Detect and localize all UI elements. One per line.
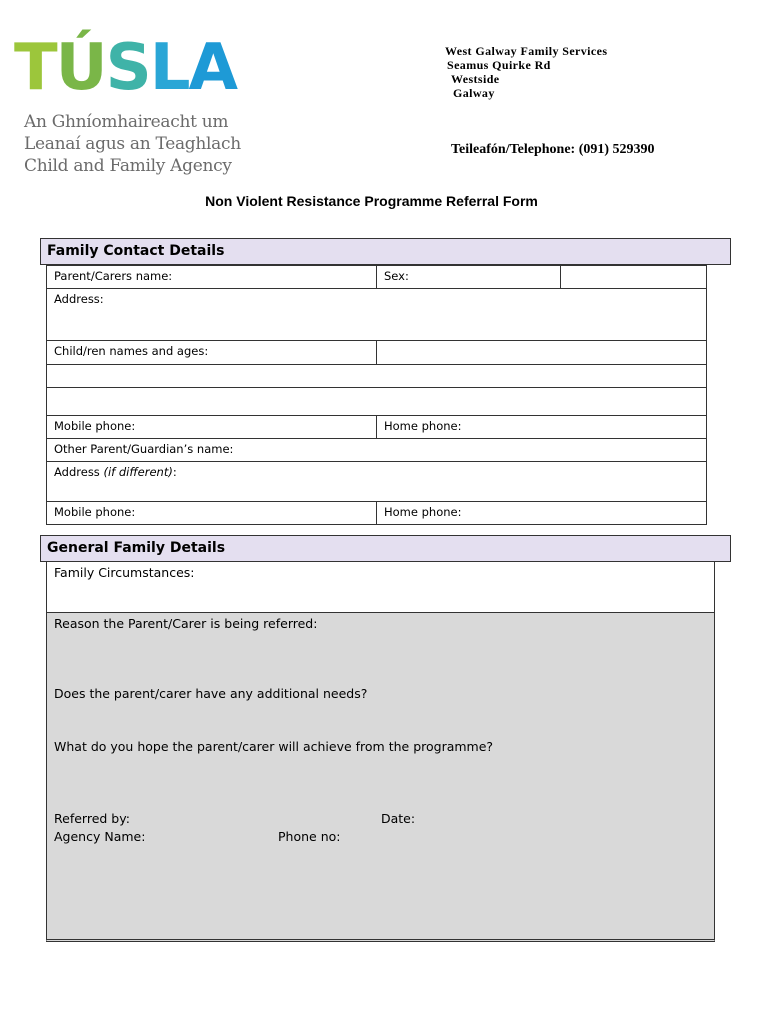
sex-label: Sex: xyxy=(384,269,409,283)
children-value-field[interactable] xyxy=(376,340,707,365)
address-line: West Galway Family Services xyxy=(445,44,608,58)
children-field[interactable] xyxy=(46,340,377,365)
form-title: Non Violent Resistance Programme Referral Form xyxy=(205,193,538,209)
address-block xyxy=(445,44,607,100)
children-label: Child/ren names and ages: xyxy=(54,344,209,358)
other-parent-label: Other Parent/Guardian’s name: xyxy=(54,442,234,456)
referred-by-label: Referred by: xyxy=(54,811,130,826)
logo-line-irish-1: An Ghníomhaireacht um xyxy=(24,112,229,132)
address-line: Galway xyxy=(453,86,495,100)
address-field[interactable] xyxy=(46,288,707,341)
mobile-phone-2-label: Mobile phone: xyxy=(54,505,136,519)
home-phone-field[interactable] xyxy=(376,415,707,439)
family-circumstances-field[interactable] xyxy=(46,561,715,613)
home-phone-2-label: Home phone: xyxy=(384,505,462,519)
address-line: Seamus Quirke Rd xyxy=(447,58,551,72)
section-heading-general-family: General Family Details xyxy=(40,535,731,562)
sex-value-field[interactable] xyxy=(560,265,707,289)
mobile-phone-field[interactable] xyxy=(46,415,377,439)
telephone-number: Teileafón/Telephone: (091) 529390 xyxy=(451,142,655,157)
home-phone-label: Home phone: xyxy=(384,419,462,433)
sex-field[interactable] xyxy=(376,265,561,289)
tusla-logo xyxy=(14,20,241,180)
date-label: Date: xyxy=(381,811,416,826)
referral-details-box[interactable] xyxy=(46,612,715,942)
children-row-3[interactable] xyxy=(46,387,707,416)
address-if-different-field[interactable] xyxy=(46,461,707,502)
programme-hope-label: What do you hope the parent/carer will achieve from the programme? xyxy=(54,739,494,754)
logo-line-irish-2: Leanaí agus an Teaghlach xyxy=(24,134,241,154)
logo-wordmark: TÚSLA xyxy=(14,31,237,105)
mobile-phone-2-field[interactable] xyxy=(46,501,377,525)
phone-no-label: Phone no: xyxy=(278,829,341,844)
mobile-phone-label: Mobile phone: xyxy=(54,419,136,433)
reason-referred-label: Reason the Parent/Carer is being referred: xyxy=(54,616,318,631)
home-phone-2-field[interactable] xyxy=(376,501,707,525)
address-label: Address: xyxy=(54,292,104,306)
logo-line-english: Child and Family Agency xyxy=(24,156,232,176)
children-row-2[interactable] xyxy=(46,364,707,388)
other-parent-field[interactable] xyxy=(46,438,707,462)
family-circumstances-label: Family Circumstances: xyxy=(54,565,195,580)
additional-needs-label: Does the parent/carer have any additional needs? xyxy=(54,686,368,701)
parent-name-label: Parent/Carers name: xyxy=(54,269,173,283)
parent-name-field[interactable] xyxy=(46,265,377,289)
section-heading-family-contact: Family Contact Details xyxy=(40,238,731,265)
address-if-different-label: Address (if different): xyxy=(54,465,177,479)
address-line: Westside xyxy=(451,72,500,86)
agency-name-label: Agency Name: xyxy=(54,829,146,844)
